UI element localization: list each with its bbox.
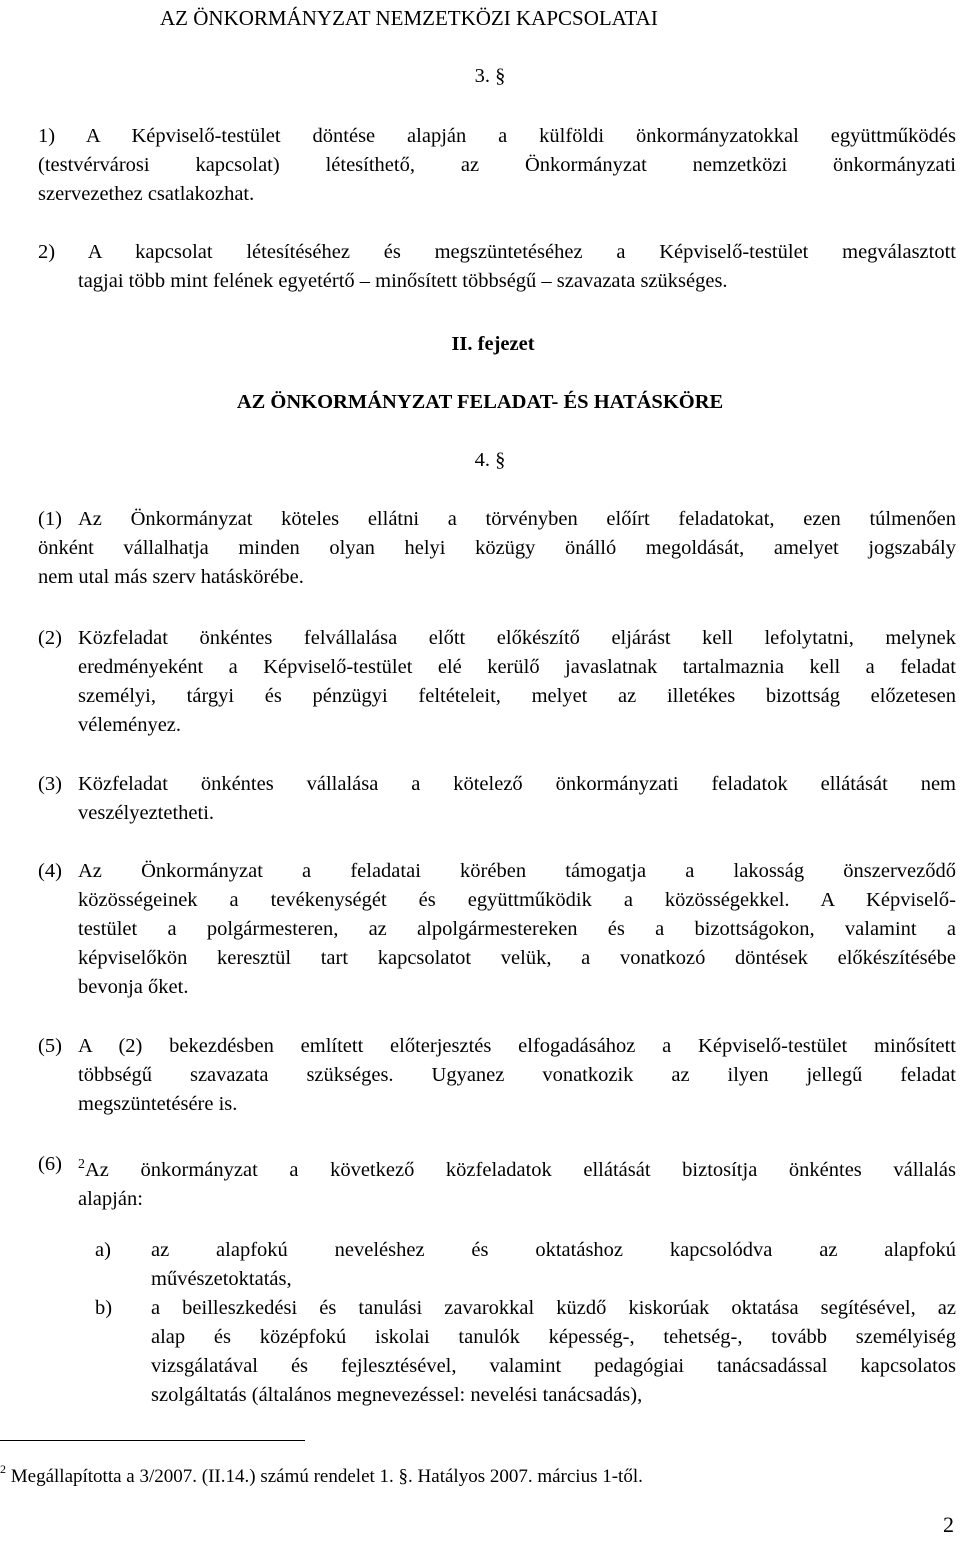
section-4-heading: 4. § [474, 449, 506, 471]
text-line: közösségeinek a tevékenységét és együttműködik a közösségekkel. A Képviselő- [78, 889, 956, 911]
footnote-separator [0, 1440, 305, 1441]
text-line: (testvérvárosi kapcsolat) létesíthető, az Önkormányzat nemzetközi önkormányzati [38, 154, 956, 176]
text-line: 2) A kapcsolat létesítéséhez és megszüntetéséhez a Képviselő-testület megválasztott [38, 241, 956, 263]
text-line: veszélyeztetheti. [78, 802, 215, 824]
chapter-title: AZ ÖNKORMÁNYZAT FELADAT- ÉS HATÁSKÖRE [236, 391, 724, 413]
page-number: 2 [943, 1512, 954, 1537]
text-span: Az önkormányzat a következő közfeladatok ellátását biztosítja önkéntes vállalás [85, 1159, 956, 1181]
text-line: többségű szavazata szükséges. Ugyanez vonatkozik az ilyen jellegű feladat [78, 1064, 956, 1086]
text-line: művészetoktatás, [151, 1268, 292, 1290]
text-line: bevonja őket. [78, 976, 189, 998]
list-label: a) [95, 1239, 111, 1261]
footnote-text: Megállapította a 3/2007. (II.14.) számú rendelet 1. §. Hatályos 2007. március 1-től. [10, 1466, 643, 1487]
text-line: vizsgálatával és fejlesztésével, valamint pedagógiai tanácsadással kapcsolatos [151, 1355, 956, 1377]
text-line: személyi, tárgyi és pénzügyi feltételeit, melyet az illetékes bizottság előzetesen [78, 685, 956, 707]
section-3-paragraph-2 [38, 238, 956, 296]
text-line: Közfeladat önkéntes vállalása a kötelező önkormányzati feladatok ellátását nem [78, 773, 956, 795]
text-line: az alapfokú neveléshez és oktatáshoz kapcsolódva az alapfokú [151, 1239, 956, 1261]
text-line: képviselőkön keresztül tart kapcsolatot velük, a vonatkozó döntések előkészítésébe [78, 947, 956, 969]
section-3-paragraph-1 [38, 122, 956, 209]
footnote-reference: 2 [78, 1157, 85, 1172]
text-line: eredményeként a Képviselő-testület elé kerülő javaslatnak tartalmaznia kell a feladat [78, 656, 956, 678]
text-line: 1) A Képviselő-testület döntése alapján a külföldi önkormányzatokkal együttműködés [38, 125, 956, 147]
text-line: tagjai több mint felének egyetértő – minősített többségű – szavazata szükséges. [78, 270, 728, 292]
text-line: véleményez. [78, 714, 182, 736]
text-line: szervezethez csatlakozhat. [38, 183, 255, 205]
text-line: nem utal más szerv hatáskörébe. [38, 566, 304, 588]
text-line: testület a polgármesteren, az alpolgármestereken és a bizottságokon, valamint a [78, 918, 956, 940]
footnote-mark: 2 [0, 1462, 6, 1476]
paragraph-number: (1) [38, 508, 62, 530]
list-label: b) [95, 1297, 113, 1319]
paragraph-number: (3) [38, 773, 62, 795]
text-line: Az Önkormányzat köteles ellátni a törvényben előírt feladatokat, ezen túlmenően [78, 508, 956, 530]
document-title: AZ ÖNKORMÁNYZAT NEMZETKÖZI KAPCSOLATAI [160, 6, 658, 30]
paragraph-number: (4) [38, 860, 62, 882]
paragraph-number: (5) [38, 1035, 62, 1057]
paragraph-number: (2) [38, 627, 62, 649]
paragraph-number: (6) [38, 1153, 62, 1175]
text-line: a beilleszkedési és tanulási zavarokkal küzdő kiskorúak oktatása segítésével, az [151, 1297, 956, 1319]
section-3-heading: 3. § [474, 65, 506, 87]
text-line: alapján: [78, 1188, 143, 1210]
text-line: alap és középfokú iskolai tanulók képesség-, tehetség-, tovább személyiség [151, 1326, 956, 1348]
text-line: Az Önkormányzat a feladatai körében támogatja a lakosság önszerveződő [78, 860, 956, 882]
text-line: önként vállalhatja minden olyan helyi közügy önálló megoldását, amelyet jogszabály [38, 537, 956, 559]
text-line: szolgáltatás (általános megnevezéssel: nevelési tanácsadás), [151, 1384, 643, 1406]
text-line: Közfeladat önkéntes felvállalása előtt előkészítő eljárást kell lefolytatni, melynek [78, 627, 956, 649]
text-line: A (2) bekezdésben említett előterjesztés elfogadásához a Képviselő-testület minősített [78, 1035, 956, 1057]
text-line [78, 1150, 956, 1185]
text-line: megszüntetésére is. [78, 1093, 238, 1115]
footnote [0, 1455, 643, 1491]
chapter-number: II. fejezet [451, 333, 535, 355]
